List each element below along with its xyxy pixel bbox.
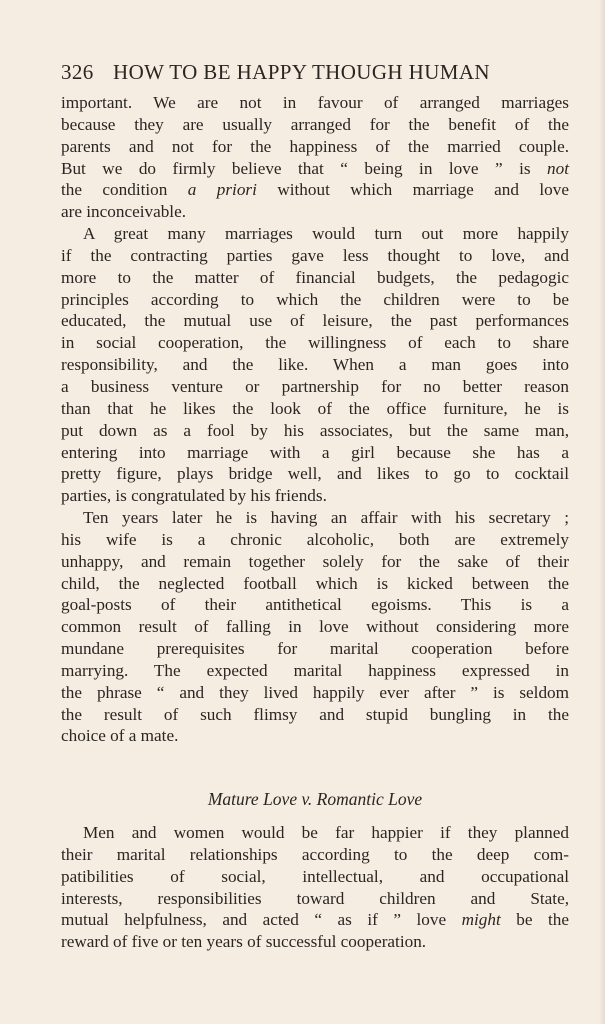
page-edge-shadow: [599, 0, 605, 1024]
text-line: [61, 638, 569, 660]
text-line: [61, 245, 569, 267]
text-run: because they are usually arranged for the benefit of the: [61, 114, 569, 134]
text-run: A great many marriages would turn out more happily: [83, 224, 569, 244]
page-number: 326: [61, 60, 94, 84]
text-run: reward of five or ten years of successful cooperation.: [61, 932, 427, 952]
text-line: [61, 931, 569, 953]
text-line: [61, 223, 569, 245]
text-run: patibilities of social, intellectual, and occupational: [61, 866, 569, 886]
text-line: [61, 114, 569, 136]
text-run: Ten years later he is having an affair with his secretary ;: [83, 508, 569, 528]
text-run: goal-posts of their antithetical egoisms. This is a: [61, 595, 569, 615]
text-line: [61, 866, 569, 888]
text-run: common result of falling in love without considering more: [61, 617, 569, 637]
text-run: child, the neglected football which is kicked between the: [61, 573, 569, 593]
text-run: in social cooperation, the willingness of each to share: [61, 333, 569, 353]
text-run: the condition: [61, 180, 188, 200]
text-line: [61, 888, 569, 910]
text-line: [61, 289, 569, 311]
running-title: HOW TO BE HAPPY THOUGH HUMAN: [113, 60, 490, 84]
text-line: [61, 310, 569, 332]
text-line: [61, 376, 569, 398]
text-line: [61, 136, 569, 158]
text-line: [61, 201, 569, 223]
text-run: choice of a mate.: [61, 726, 179, 746]
text-run: marrying. The expected marital happiness expressed in: [61, 660, 569, 680]
text-run: mundane prerequisites for marital cooperation before: [61, 639, 569, 659]
text-line: [61, 267, 569, 289]
text-line: [61, 354, 569, 376]
text-run: pretty figure, plays bridge well, and likes to go to cocktail: [61, 464, 569, 484]
text-line: [61, 179, 569, 201]
text-line: [61, 158, 569, 180]
text-run: responsibility, and the like. When a man goes into: [61, 355, 569, 375]
text-run: parents and not for the happiness of the married couple.: [61, 136, 569, 156]
body-text-block-1: [61, 92, 569, 747]
text-line: [61, 485, 569, 507]
text-line: [61, 507, 569, 529]
text-line: [61, 573, 569, 595]
text-line: [61, 844, 569, 866]
text-line: [61, 463, 569, 485]
italic-run: a priori: [187, 180, 257, 200]
text-line: [61, 332, 569, 354]
text-run: But we do firmly believe that “ being in love ” is: [61, 158, 548, 178]
text-line: [61, 660, 569, 682]
text-run: principles according to which the children were to be: [61, 289, 569, 309]
text-line: [61, 398, 569, 420]
text-line: [61, 551, 569, 573]
running-header: [61, 60, 571, 88]
text-line: [61, 529, 569, 551]
text-run: without which marriage and love: [256, 180, 569, 200]
text-run: more to the matter of financial budgets, the pedagogic: [61, 267, 569, 287]
text-run: Men and women would be far happier if they planned: [83, 823, 569, 842]
text-run: mutual helpfulness, and acted “ as if ” love: [61, 910, 462, 930]
text-run: educated, the mutual use of leisure, the past performances: [61, 311, 569, 331]
text-run: are inconceivable.: [61, 202, 187, 222]
text-line: [61, 92, 569, 114]
text-line: [61, 594, 569, 616]
text-line: [61, 442, 569, 464]
text-line: [61, 909, 569, 931]
text-line: [61, 725, 569, 747]
italic-run: not: [547, 158, 569, 178]
text-run: than that he likes the look of the office furniture, he is: [61, 398, 569, 418]
text-run: entering into marriage with a girl because she has a: [61, 442, 569, 462]
text-run: put down as a fool by his associates, but the same man,: [61, 420, 569, 440]
text-line: [61, 420, 569, 442]
text-line: [61, 822, 569, 844]
text-line: [61, 704, 569, 726]
section-title: Mature Love v. Romantic Love: [207, 789, 423, 809]
text-line: [61, 616, 569, 638]
italic-run: might: [461, 910, 501, 930]
text-run: his wife is a chronic alcoholic, both are extremely: [61, 529, 569, 549]
text-run: the result of such flimsy and stupid bungling in the: [61, 704, 569, 724]
text-run: be the: [500, 910, 569, 930]
text-line: [61, 682, 569, 704]
text-run: unhappy, and remain together solely for the sake of their: [61, 551, 569, 571]
text-run: a business venture or partnership for no better reason: [61, 376, 569, 396]
text-run: if the contracting parties gave less thought to love, and: [61, 245, 569, 265]
body-text-block-2: [61, 822, 569, 953]
text-run: parties, is congratulated by his friends.: [61, 486, 327, 506]
text-run: interests, responsibilities toward children and State,: [61, 888, 569, 908]
text-run: important. We are not in favour of arranged marriages: [61, 93, 569, 112]
text-run: their marital relationships according to the deep com-: [61, 844, 569, 864]
text-run: the phrase “ and they lived happily ever after ” is seldom: [61, 682, 569, 702]
